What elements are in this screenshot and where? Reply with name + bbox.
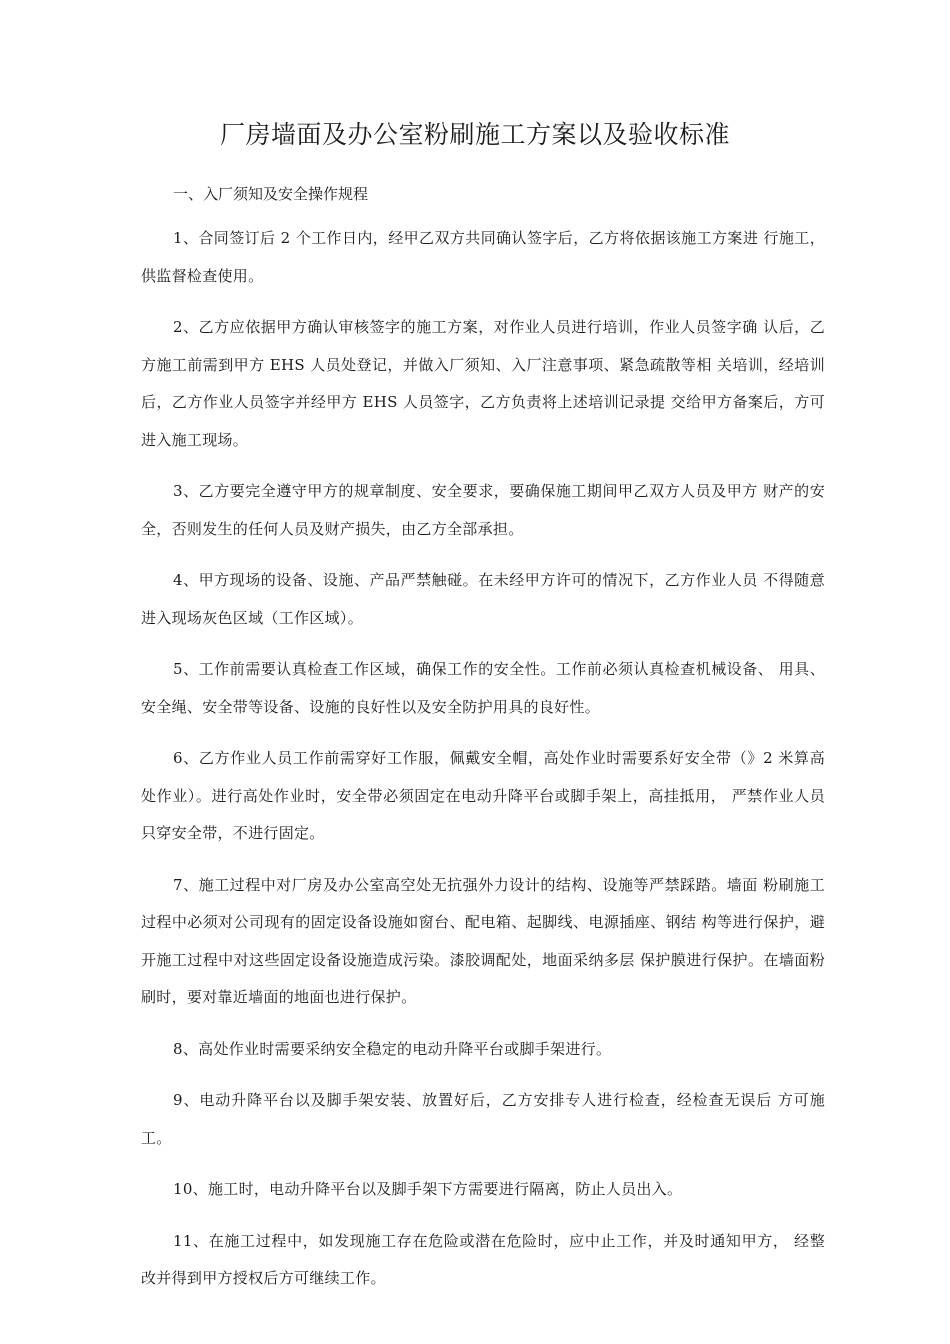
paragraph-1: 1、合同签订后 2 个工作日内，经甲乙双方共同确认签字后，乙方将依据该施工方案进 行施工，供监督检查使用。 (141, 229, 825, 285)
paragraph-5: 5、工作前需要认真检查工作区域，确保工作的安全性。工作前必须认真检查机械设备、 用具、安全绳、安全带等设备、设施的良好性以及安全防护用具的良好性。 (141, 660, 825, 716)
paragraph-7: 7、施工过程中对厂房及办公室高空处无抗强外力设计的结构、设施等严禁踩踏。墙面 粉刷施工过程中必须对公司现有的固定设备设施如窗台、配电箱、起脚线、电源插座、钢结 构等进行保护，避开施工过程中对这些固定设备设施造成污染。漆胶调配处，地面采纳多层 保护膜进行保护。在墙面粉刷时，要对靠近墙面的地面也进行保护。 (141, 875, 825, 1006)
paragraph-9: 9、电动升降平台以及脚手架安装、放置好后，乙方安排专人进行检查，经检查无误后 方可施工。 (141, 1091, 825, 1147)
paragraph-6: 6、乙方作业人员工作前需穿好工作服，佩戴安全帽，高处作业时需要系好安全带（》2 米算高处作业）。进行高处作业时，安全带必须固定在电动升降平台或脚手架上，高挂抵用， 严禁作业人员只穿安全带，不进行固定。 (141, 749, 825, 842)
paragraph-3: 3、乙方要完全遵守甲方的规章制度、安全要求，要确保施工期间甲乙双方人员及甲方 财产的安全，否则发生的任何人员及财产损失，由乙方全部承担。 (141, 482, 825, 538)
document-body (141, 182, 825, 1312)
paragraph-8: 8、高处作业时需要采纳安全稳定的电动升降平台或脚手架进行。 (173, 1039, 612, 1058)
paragraph-2: 2、乙方应依据甲方确认审核签字的施工方案，对作业人员进行培训，作业人员签字确 认后，乙方施工前需到甲方 EHS 人员处登记，并做入厂须知、入厂注意事项、紧急疏散等相 关培训，经培训后，乙方作业人员签字并经甲方 EHS 人员签字，乙方负责将上述培训记录提 交给甲方备案后，方可进入施工现场。 (141, 318, 825, 449)
paragraph-11: 11、在施工过程中，如发现施工存在危险或潜在危险时，应中止工作，并及时通知甲方， 经整改并得到甲方授权后方可继续工作。 (141, 1231, 825, 1287)
paragraph-10: 10、施工时，电动升降平台以及脚手架下方需要进行隔离，防止人员出入。 (173, 1180, 683, 1198)
section-heading: 一、入厂须知及安全操作规程 (173, 185, 369, 203)
paragraph-4: 4、甲方现场的设备、设施、产品严禁触碰。在未经甲方许可的情况下，乙方作业人员 不得随意进入现场灰色区域（工作区域）。 (141, 571, 825, 627)
document-title: 厂房墙面及办公室粉刷施工方案以及验收标准 (219, 120, 730, 149)
